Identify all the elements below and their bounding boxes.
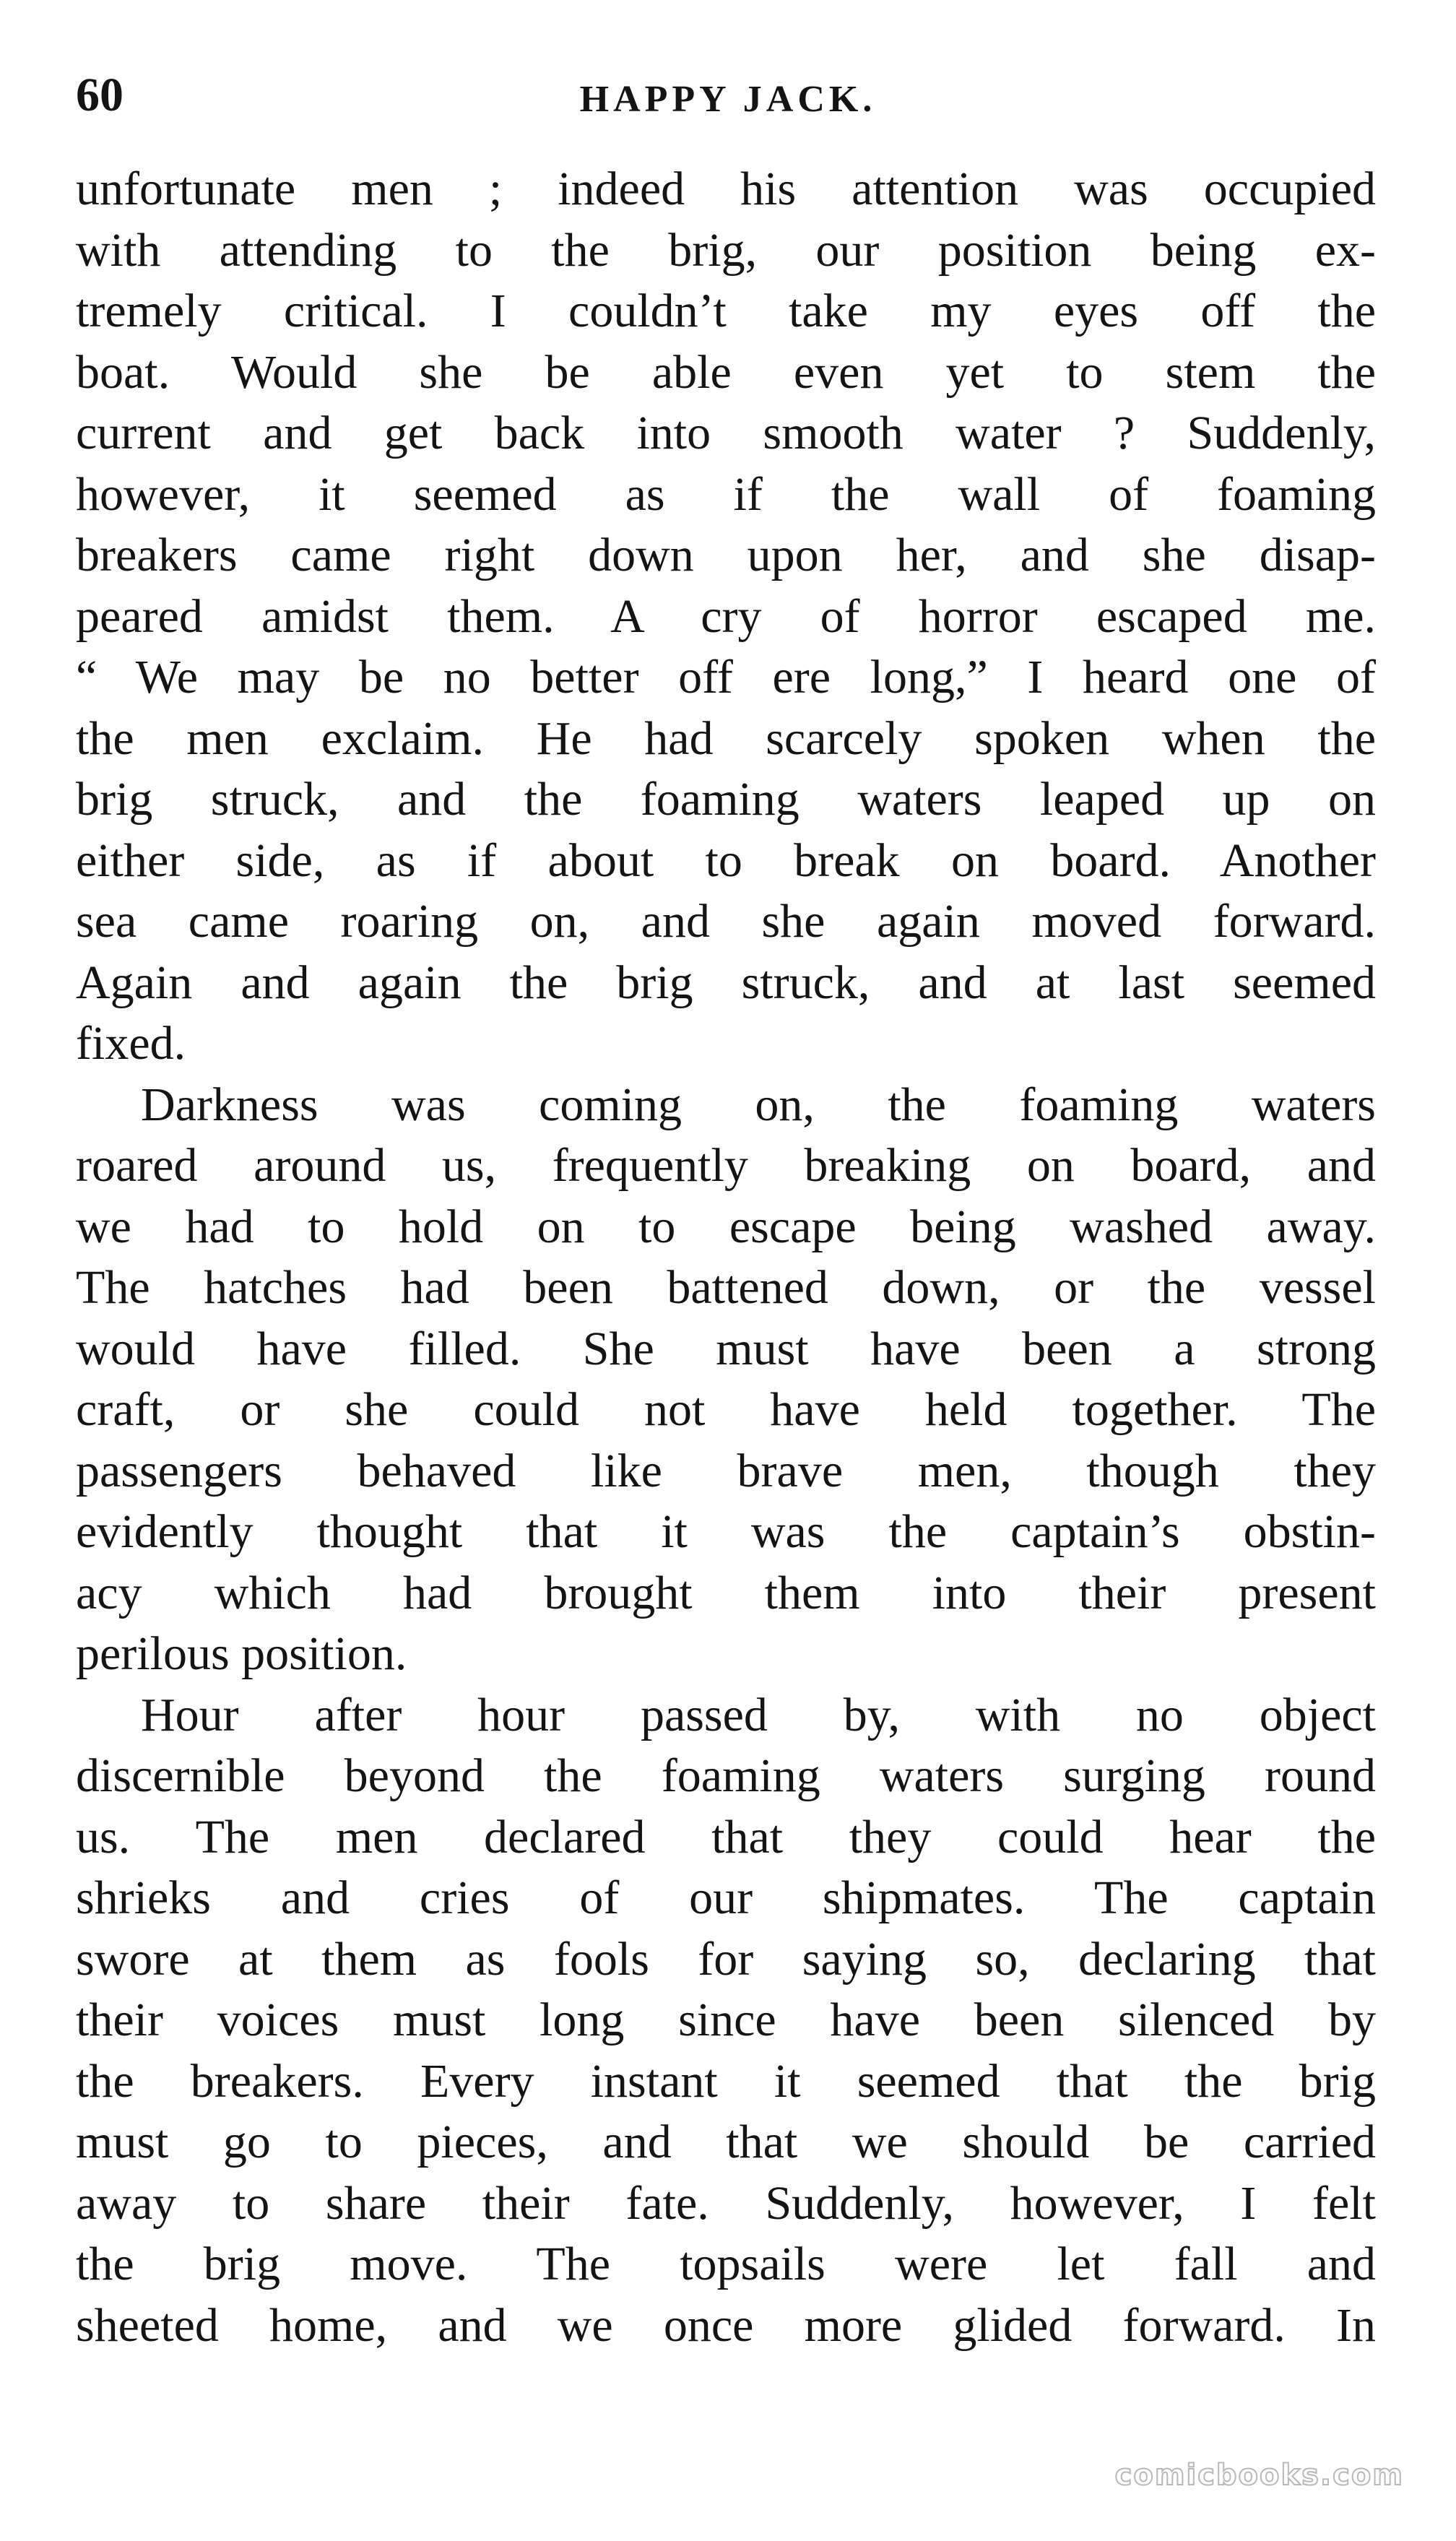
text-line: evidently thought that it was the captain’s obstin- — [76, 1505, 1376, 1558]
body-text — [76, 159, 1376, 2356]
text-line: boat. Would she be able even yet to stem the — [76, 345, 1376, 399]
text-line: however, it seemed as if the wall of foaming — [76, 467, 1376, 521]
text-line: The hatches had been battened down, or the vessel — [76, 1261, 1376, 1314]
text-line: the brig move. The topsails were let fall and — [76, 2238, 1376, 2290]
text-line: passengers behaved like brave men, though they — [76, 1444, 1376, 1497]
text-line: swore at them as fools for saying so, declaring that — [76, 1932, 1376, 1986]
text-line: their voices must long since have been silenced by — [76, 1994, 1376, 2046]
text-line: Again and again the brig struck, and at last seemed — [76, 956, 1376, 1009]
text-line: must go to pieces, and that we should be carried — [76, 2116, 1376, 2168]
page-header — [76, 66, 1380, 124]
text-line: peared amidst them. A cry of horror escaped me. — [76, 589, 1376, 643]
text-line: away to share their fate. Suddenly, however, I felt — [76, 2176, 1376, 2230]
text-line: fixed. — [76, 1017, 186, 1070]
paragraph — [76, 1685, 1376, 2357]
text-line: craft, or she could not have held together. The — [76, 1383, 1376, 1436]
text-line: would have filled. She must have been a strong — [76, 1322, 1376, 1375]
text-line: acy which had brought them into their present — [76, 1566, 1376, 1619]
text-line: current and get back into smooth water ? Suddenly, — [76, 407, 1376, 459]
text-line: perilous position. — [76, 1627, 407, 1680]
watermark: comicbooks.com — [1114, 2459, 1404, 2492]
text-line: either side, as if about to break on board. Another — [76, 834, 1376, 887]
text-line: “ We may be no better off ere long,” I heard one of — [76, 651, 1376, 704]
text-line: roared around us, frequently breaking on board, and — [76, 1139, 1376, 1192]
text-line: tremely critical. I couldn’t take my eyes off the — [76, 285, 1376, 337]
text-line: Hour after hour passed by, with no object — [141, 1688, 1376, 1741]
text-line: breakers came right down upon her, and she disap- — [76, 529, 1376, 581]
text-line: the men exclaim. He had scarcely spoken when the — [76, 711, 1376, 765]
page-number: 60 — [76, 69, 124, 121]
text-line: shrieks and cries of our shipmates. The captain — [76, 1871, 1376, 1924]
text-line: unfortunate men ; indeed his attention was occupied — [76, 163, 1376, 215]
text-line: us. The men declared that they could hear the — [76, 1810, 1376, 1863]
paragraph — [76, 159, 1376, 1075]
text-line: Darkness was coming on, the foaming waters — [141, 1078, 1376, 1131]
text-line: discernible beyond the foaming waters surging round — [76, 1749, 1376, 1802]
text-line: brig struck, and the foaming waters leaped up on — [76, 773, 1376, 826]
paragraph — [76, 1075, 1376, 1685]
text-line: sheeted home, and we once more glided forward. In — [76, 2298, 1376, 2352]
text-line: the breakers. Every instant it seemed that the brig — [76, 2054, 1376, 2108]
running-head: HAPPY JACK. — [579, 79, 877, 120]
text-line: with attending to the brig, our position being ex- — [76, 223, 1376, 277]
text-line: we had to hold on to escape being washed away. — [76, 1200, 1376, 1253]
text-line: sea came roaring on, and she again moved forward. — [76, 895, 1376, 948]
